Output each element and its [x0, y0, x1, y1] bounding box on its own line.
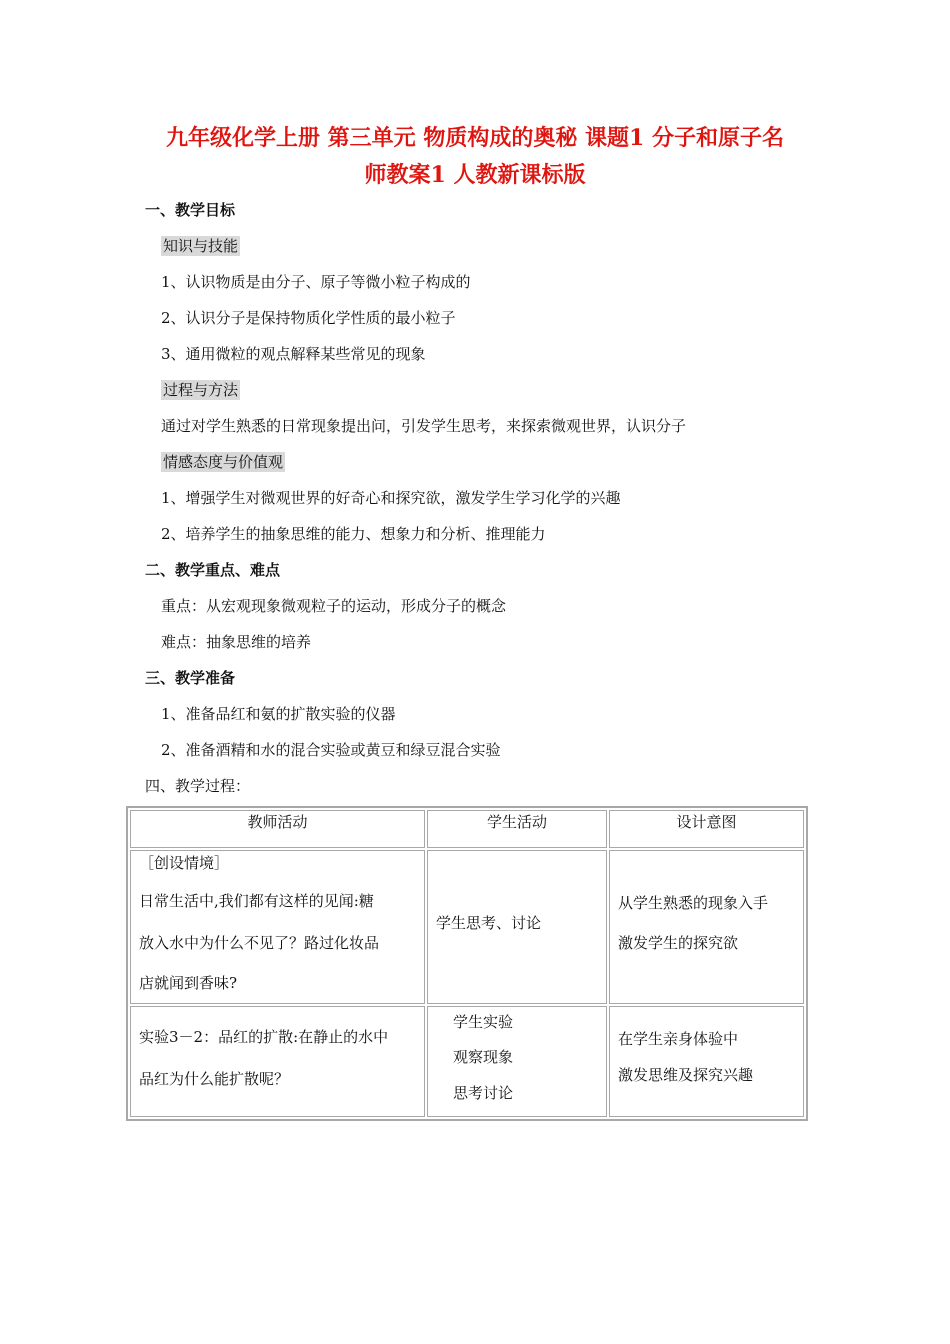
header-design-intent: 设计意图 [609, 810, 804, 848]
table-row [130, 850, 804, 1004]
preparation-item-1: 1、准备品红和氨的扩散实验的仪器 [161, 705, 396, 723]
cell-line: 品红为什么能扩散呢？ [139, 1070, 290, 1089]
student-activity-cell [427, 1006, 607, 1117]
cell-line: 激发学生的探究欲 [618, 934, 739, 953]
cell-line: 店就闻到香味? [139, 974, 238, 993]
title-line-2: 师教案1 人教新课标版 [364, 162, 586, 188]
cell-line: 放入水中为什么不见了？路过化妆品 [139, 934, 380, 953]
teaching-process-table [126, 806, 808, 1121]
design-intent-cell [609, 1006, 804, 1117]
student-activity-cell [427, 850, 607, 1004]
cell-line: 实验3－2：品红的扩散:在静止的水中 [139, 1028, 389, 1047]
subheading-attitude: 情感态度与价值观 [163, 453, 284, 471]
process-text: 通过对学生熟悉的日常现象提出问，引发学生思考，来探索微观世界，认识分子 [161, 417, 687, 435]
difficulty-point: 难点：抽象思维的培养 [161, 633, 312, 651]
cell-line: 从学生熟悉的现象入手 [618, 894, 769, 913]
cell-line: 思考讨论 [453, 1084, 514, 1103]
preparation-item-2: 2、准备酒精和水的混合实验或黄豆和绿豆混合实验 [161, 741, 501, 759]
subheading-knowledge: 知识与技能 [163, 237, 239, 255]
section-heading-preparation: 三、教学准备 [145, 669, 236, 687]
teacher-activity-cell [130, 850, 425, 1004]
knowledge-item-3: 3、通用微粒的观点解释某些常见的现象 [161, 345, 426, 363]
header-teacher-activity: 教师活动 [130, 810, 425, 848]
cell-line: 学生思考、讨论 [436, 914, 542, 933]
cell-line: 激发思维及探究兴趣 [618, 1066, 754, 1085]
attitude-item-2: 2、培养学生的抽象思维的能力、想象力和分析、推理能力 [161, 525, 546, 543]
knowledge-item-1: 1、认识物质是由分子、原子等微小粒子构成的 [161, 273, 471, 291]
cell-line: 在学生亲身体验中 [618, 1030, 739, 1049]
key-point: 重点：从宏观现象微观粒子的运动，形成分子的概念 [161, 597, 507, 615]
section-heading-process: 四、教学过程： [145, 777, 251, 795]
section-heading-objectives: 一、教学目标 [145, 201, 236, 219]
cell-line: ［创设情境］ [139, 854, 230, 873]
cell-line: 观察现象 [453, 1048, 514, 1067]
teacher-activity-cell [130, 1006, 425, 1117]
cell-line: 日常生活中,我们都有这样的见闻:糖 [139, 892, 374, 911]
design-intent-cell [609, 850, 804, 1004]
attitude-item-1: 1、增强学生对微观世界的好奇心和探究欲，激发学生学习化学的兴趣 [161, 489, 621, 507]
knowledge-item-2: 2、认识分子是保持物质化学性质的最小粒子 [161, 309, 456, 327]
table-header-row [130, 810, 804, 848]
table-row [130, 1006, 804, 1117]
header-student-activity: 学生活动 [427, 810, 607, 848]
subheading-process: 过程与方法 [163, 381, 239, 399]
title-line-1: 九年级化学上册 第三单元 物质构成的奥秘 课题1 分子和原子名 [166, 125, 784, 151]
cell-line: 学生实验 [453, 1013, 514, 1032]
section-heading-key-points: 二、教学重点、难点 [145, 561, 281, 579]
